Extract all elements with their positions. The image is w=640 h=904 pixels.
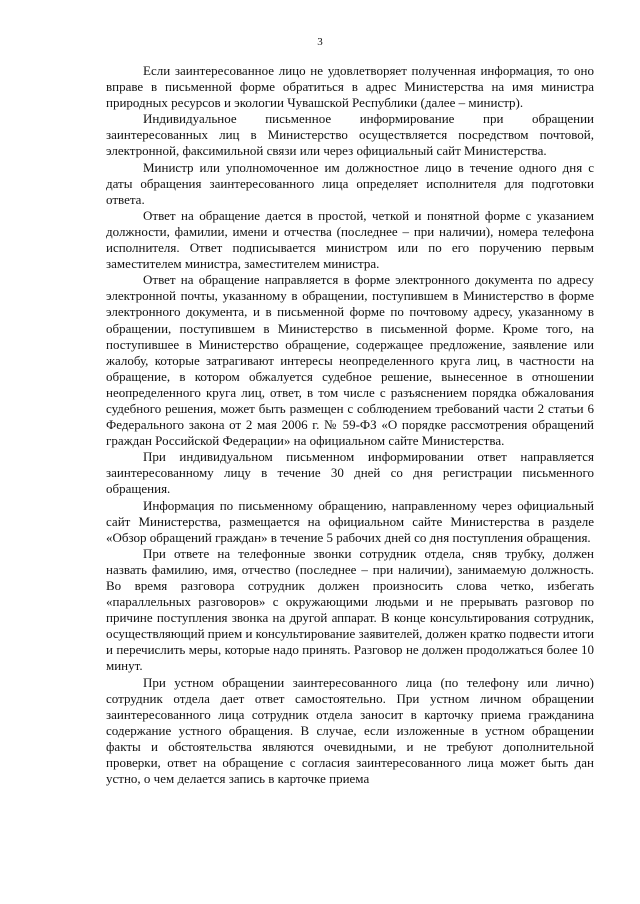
paragraph: Ответ на обращение дается в простой, четкой и понятной форме с указанием должности, фамилии, имени и отчества (последнее – при наличии), номера телефона исполнителя. Ответ подписывается министром или по его поручению первым заместителем министра, заместителем министра. — [106, 207, 594, 272]
paragraph: При устном обращении заинтересованного лица (по телефону или лично) сотрудник отдела дает ответ самостоятельно. При устном личном обращении заинтересованного лица сотрудник отдела заносит в карточку приема гражданина содержание устного обращения. В случае, если изложенные в устном обращении факты и обстоятельства являются очевидными, и не требуют дополнительной проверки, ответ на обращение с согласия заинтересованного лица может быть дан устно, о чем делается запись в карточке приема — [106, 674, 594, 787]
paragraph: При индивидуальном письменном информировании ответ направляется заинтересованному лицу в течение 30 дней со дня регистрации письменного обращения. — [106, 449, 594, 497]
paragraph: Информация по письменному обращению, направленному через официальный сайт Министерства, размещается на официальном сайте Министерства в разделе «Обзор обращений граждан» в течение 5 рабочих дней со дня поступления обращения. — [106, 497, 594, 545]
page-number: 3 — [317, 36, 323, 48]
paragraph: Индивидуальное письменное информирование при обращении заинтересованных лиц в Министерство осуществляется посредством почтовой, электронной, факсимильной связи или через официальный сайт Министерства. — [106, 111, 594, 159]
paragraph: Ответ на обращение направляется в форме электронного документа по адресу электронной почты, указанному в обращении, поступившем в Министерство в форме электронного документа, и в письменной форме по почтовому адресу, указанному в обращении, поступившем в Министерство в письменной форме. Кроме того, на поступившее в Министерство обращение, содержащее предложение, заявление или жалобу, которые затрагивают интересы неопределенного круга лиц, в частности на обращение, в котором обжалуется судебное решение, вынесенное в отношении неопределенного круга лиц, ответ, в том числе с разъяснением порядка обжалования судебного решения, может быть размещен с соблюдением требований части 2 статьи 6 Федерального закона от 2 мая 2006 г. № 59-ФЗ «О порядке рассмотрения обращений граждан Российской Федерации» на официальном сайте Министерства. — [106, 272, 594, 449]
paragraph: При ответе на телефонные звонки сотрудник отдела, сняв трубку, должен назвать фамилию, имя, отчество (последнее – при наличии), занимаемую должность. Во время разговора сотрудник должен произносить слова четко, избегать «параллельных разговоров» с окружающими людьми и не прерывать разговор по причине поступления звонка на другой аппарат. В конце консультирования сотрудник, осуществляющий прием и консультирование заявителей, должен кратко подвести итоги и перечислить меры, которые надо принять. Разговор не должен продолжаться более 10 минут. — [106, 545, 595, 674]
paragraph: Министр или уполномоченное им должностное лицо в течение одного дня с даты обращения заинтересованного лица определяет исполнителя для подготовки ответа. — [106, 159, 594, 207]
paragraph: Если заинтересованное лицо не удовлетворяет полученная информация, то оно вправе в письменной форме обратиться в адрес Министерства на имя министра природных ресурсов и экологии Чувашской Республики (далее – министр). — [106, 63, 594, 111]
document-body — [106, 63, 594, 787]
